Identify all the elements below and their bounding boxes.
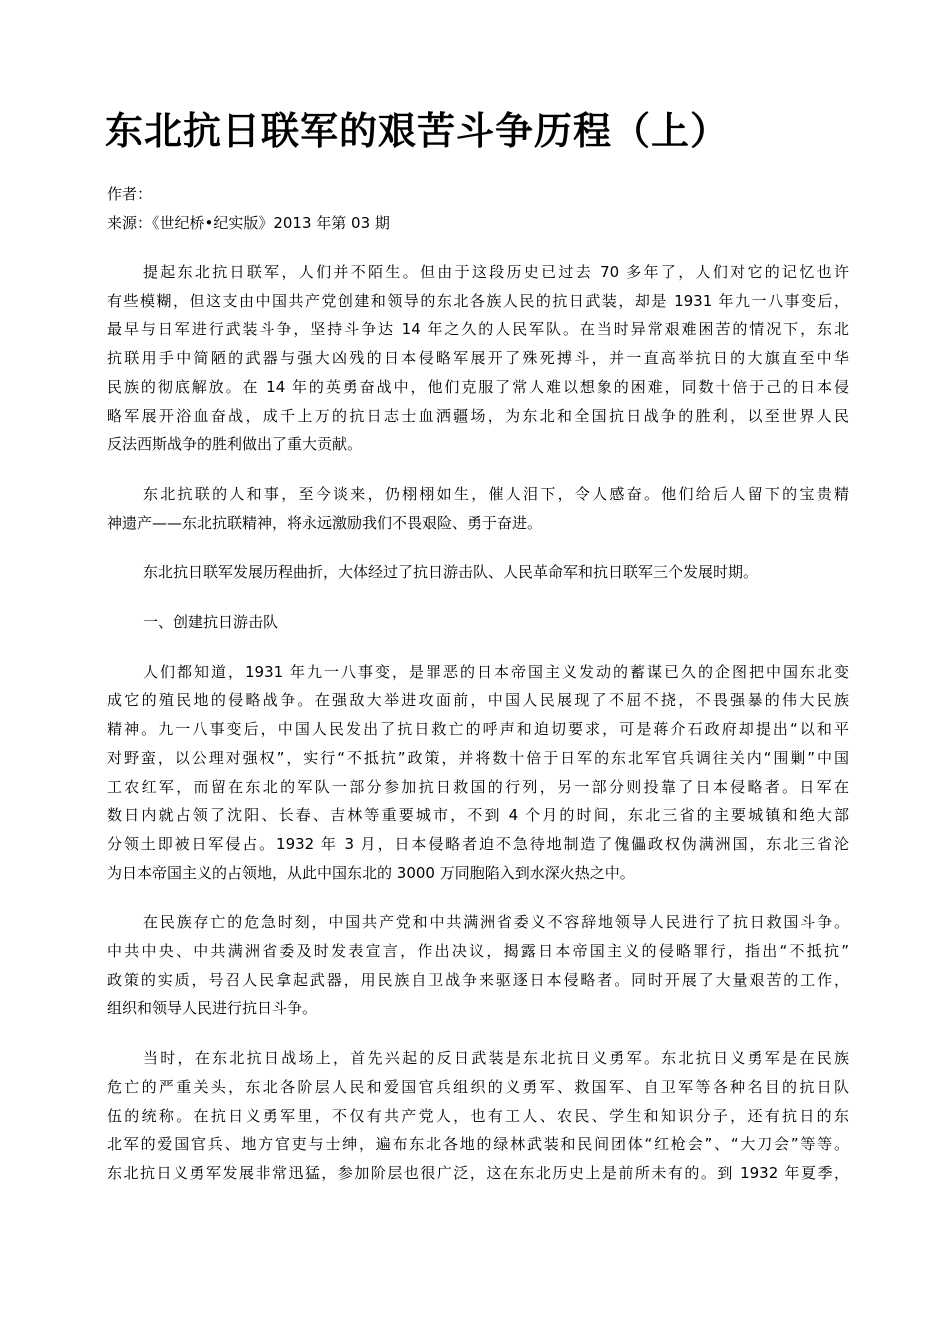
paragraph-line: 政策的实质，号召人民拿起武器，用民族自卫战争来驱逐日本侵略者。同时开展了大量艰苦的工作， xyxy=(107,970,849,989)
paragraph-line: 反法西斯战争的胜利做出了重大贡献。 xyxy=(107,435,363,454)
paragraph-line: 北军的爱国官兵、地方官吏与士绅，遍布东北各地的绿林武装和民间团体“红枪会”、“大刀会”等等。 xyxy=(107,1135,849,1154)
article-paragraph xyxy=(107,658,849,888)
paragraph-line: 略军展开浴血奋战，成千上万的抗日志士血洒疆场，为东北和全国抗日战争的胜利，以至世界人民 xyxy=(107,406,849,425)
paragraph-line: 民族的彻底解放。在 14 年的英勇奋战中，他们克服了常人难以想象的困难，同数十倍于己的日本侵 xyxy=(107,377,849,396)
article-paragraph xyxy=(107,608,849,637)
paragraph-line: 成它的殖民地的侵略战争。在强敌大举进攻面前，中国人民展现了不屈不挠，不畏强暴的伟大民族 xyxy=(107,691,849,710)
article-paragraph xyxy=(107,1044,849,1188)
paragraph-line: 分领土即被日军侵占。1932 年 3 月，日本侵略者迫不急待地制造了傀儡政权伪满洲国，东北三省沦 xyxy=(107,834,849,853)
paragraph-line: 提起东北抗日联军，人们并不陌生。但由于这段历史已过去 70 多年了，人们对它的记忆也许 xyxy=(143,263,849,281)
paragraph-line: 精神。九一八事变后，中国人民发出了抗日救亡的呼声和迫切要求，可是蒋介石政府却提出“以和平 xyxy=(107,720,849,739)
paragraph-line: 对野蛮，以公理对强权”，实行“不抵抗”政策，并将数十倍于日军的东北军官兵调往关内“围剿”中国 xyxy=(107,748,849,767)
paragraph-line: 中共中央、中共满洲省委及时发表宣言，作出决议，揭露日本帝国主义的侵略罪行，指出“不抵抗” xyxy=(107,942,849,961)
paragraph-line: 东北抗联的人和事，至今谈来，仍栩栩如生，催人泪下，令人感奋。他们给后人留下的宝贵精 xyxy=(143,484,849,503)
paragraph-line: 东北抗日联军发展历程曲折，大体经过了抗日游击队、人民革命军和抗日联军三个发展时期。 xyxy=(143,563,759,582)
article-paragraph xyxy=(107,480,849,537)
source-line: 来源：《世纪桥•纪实版》2013 年第 03 期 xyxy=(107,214,390,232)
article-body xyxy=(107,258,849,1209)
article-paragraph xyxy=(107,558,849,587)
paragraph-line: 神遗产——东北抗联精神，将永远激励我们不畏艰险、勇于奋进。 xyxy=(107,513,543,532)
paragraph-line: 有些模糊，但这支由中国共产党创建和领导的东北各族人民的抗日武装，却是 1931 年九一八事变后， xyxy=(107,291,849,310)
paragraph-line: 工农红军，而留在东北的军队一部分参加抗日救国的行列，另一部分则投靠了日本侵略者。日军在 xyxy=(107,777,849,796)
paragraph-line: 危亡的严重关头，东北各阶层人民和爱国官兵组织的义勇军、救国军、自卫军等各种名目的抗日队 xyxy=(107,1077,849,1096)
paragraph-line: 最早与日军进行武装斗争，坚持斗争达 14 年之久的人民军队。在当时异常艰难困苦的情况下，东北 xyxy=(107,320,849,339)
article-paragraph xyxy=(107,908,849,1023)
paragraph-line: 数日内就占领了沈阳、长春、吉林等重要城市，不到 4 个月的时间，东北三省的主要城镇和绝大部 xyxy=(107,806,849,825)
paragraph-line: 为日本帝国主义的占领地，从此中国东北的 3000 万同胞陷入到水深火热之中。 xyxy=(107,863,635,882)
paragraph-line: 抗联用手中简陋的武器与强大凶残的日本侵略军展开了殊死搏斗，并一直高举抗日的大旗直至中华 xyxy=(107,349,849,368)
article-meta xyxy=(107,180,390,238)
paragraph-line: 当时，在东北抗日战场上，首先兴起的反日武装是东北抗日义勇军。东北抗日义勇军是在民族 xyxy=(143,1049,849,1068)
paragraph-line: 组织和领导人民进行抗日斗争。 xyxy=(107,999,318,1018)
paragraph-line: 在民族存亡的危急时刻，中国共产党和中共满洲省委义不容辞地领导人民进行了抗日救国斗争。 xyxy=(143,913,849,932)
author-line: 作者： xyxy=(107,185,153,203)
article-title: 东北抗日联军的艰苦斗争历程（上） xyxy=(105,109,730,153)
paragraph-line: 一、创建抗日游击队 xyxy=(143,613,279,632)
article-paragraph xyxy=(107,258,849,459)
paragraph-line: 东北抗日义勇军发展非常迅猛，参加阶层也很广泛，这在东北历史上是前所未有的。到 1932 年夏季， xyxy=(107,1163,849,1182)
paragraph-line: 伍的统称。在抗日义勇军里，不仅有共产党人，也有工人、农民、学生和知识分子，还有抗日的东 xyxy=(107,1106,849,1125)
paragraph-line: 人们都知道，1931 年九一八事变，是罪恶的日本帝国主义发动的蓄谋已久的企图把中国东北变 xyxy=(143,662,849,681)
